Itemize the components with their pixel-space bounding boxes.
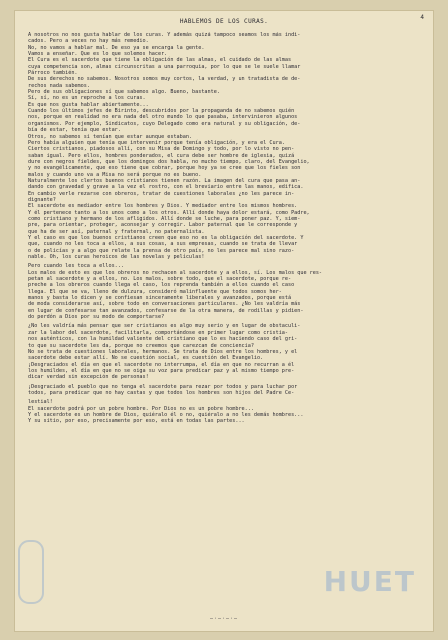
text-line: que, cuando no les toca a ellos, a sus cosas, a sus empresas, cuando se trata de llevar xyxy=(28,241,298,248)
text-line: organismos. Por ejemplo, Sindicatos, cuyo Delegado como era natural y su obligación, de- xyxy=(28,120,301,127)
text-line: lestial! xyxy=(28,399,53,406)
text-line: o de policías y a algo que relate la prensa de otro país, no les parece mal sino razo- xyxy=(28,247,295,254)
text-line: Los malos de esto es que los obreros no rechacen al sacerdote y a ellos, sí. Los malos que res- xyxy=(28,269,323,276)
text-line: A nosotros no nos gusta hablar de los curas. Y además quizá tampoco seamos los más indi- xyxy=(28,32,301,38)
document-title: HABLEMOS DE LOS CURAS. xyxy=(179,18,269,25)
text-line: ¡Desgraciados el día en que el sacerdote no interrumpa, el día en que no recurran a él xyxy=(28,361,295,368)
text-line: El Cura es el sacerdote que tiene la obligación de las almas, el cuidado de las almas xyxy=(28,57,292,64)
text-line: No, no vamos a hablar mal. De eso ya se encarga la gente. xyxy=(28,44,205,51)
text-line: No se trata de cuestiones laborales, hermanos. Se trata de Dios entre los hombres, y el xyxy=(28,348,298,355)
text-line: cados. Pero a veces no hay más remedio. xyxy=(28,38,149,45)
text-line: En cambio verle rezarse con obreros, tratar de cuestiones laborales ¿no les parece in- xyxy=(28,190,295,197)
text-line: sacerdote debe estar allí. No se cuestión social, es cuestión del Evangelio. xyxy=(28,355,264,362)
page-number: 4 xyxy=(420,14,424,21)
document-body xyxy=(28,32,424,425)
footer-separator: —·—·—·— xyxy=(209,616,239,622)
text-line: saban igual. Pero ellos, hombres ponderados, el cura debe ser hombre de iglesia, quizá xyxy=(28,152,295,159)
text-line: cuya competencia son, almas circunscritas a una parroquia, por lo que se le suele llamar xyxy=(28,63,301,70)
text-line: como cristiano y hermano de los afligidos. Allí donde se luche, para poner paz. Y, siem- xyxy=(28,215,301,222)
text-line: dicar verdad sin excepción de personas! xyxy=(28,374,149,381)
text-line: nable. Oh, los curas heroicos de las novelas y películas! xyxy=(28,254,205,261)
text-line: ¡Desgraciado el pueblo que no tenga el sacerdote para rezar por todos y para luchar por xyxy=(28,383,298,390)
text-line: Pero cuando les toca a ellos... xyxy=(28,263,124,270)
text-line: dignante? xyxy=(28,196,56,203)
text-line: El sacerdote podrá por un pobre hombre. Por Dios no es un pobre hombre... xyxy=(28,405,254,412)
archive-seal-icon xyxy=(18,540,44,604)
text-line: pre, para orientar, proteger, aconsejar y corregir. Labor paternal que le corresponde y xyxy=(28,222,298,229)
archive-watermark: HUET xyxy=(323,565,416,598)
text-line: ¿No les valdría más pensar que ser cristianos es algo muy serio y en lugar de obstaculi- xyxy=(28,323,301,330)
text-line: bía de estar, tenía que estar. xyxy=(28,127,121,134)
document-page xyxy=(14,10,434,632)
text-line: y no evangélicamente, que eso tiene que cobrar, porque hoy ya se cree que los fieles son xyxy=(28,165,301,172)
text-line: que ha de ser así, paternal y fraternal, no paternalista. xyxy=(28,228,205,235)
text-line: dando con gravedad y grave a la vez el rostro, con el breviario entre las manos, edifica. xyxy=(28,184,304,191)
text-line: Pero de sus obligaciones sí que sabemos algo. Bueno, bastante. xyxy=(28,89,220,96)
text-line: nos, porque en realidad no era nada del otro mundo lo que pasaba, intervinieron algunos xyxy=(28,114,298,121)
text-line: Es que nos gusta hablar abiertamente... xyxy=(28,101,149,108)
text-line: Párroco también. xyxy=(28,70,78,77)
text-line: Y él pertenece tanto a los unos como a los otros. Allí donde haya dolor estará, como Padre, xyxy=(28,209,310,216)
text-line: dure con negros fieldes, que los domingos dos habla, no mucho tiempo, claro, del Evangelio, xyxy=(28,158,310,165)
text-line: Cuando los últimos jefes de Birinto, descubridos por la propaganda de no sabemos quién xyxy=(28,108,295,115)
text-line: Naturalmente los clertos buenos cristianos tienen razón. La imagen del cura que pasa an- xyxy=(28,177,301,184)
text-line: Pero había alguien que tenía que intervenir porque tenía obligación, y era el Cura. xyxy=(28,139,285,146)
text-line: Vamos a enseñar. Que es lo que solemos hacer. xyxy=(28,51,168,58)
text-line: Y el caso es que los buenos cristianos creen que eso no es la obligación del sacerdote. Y xyxy=(28,235,304,241)
text-line: rechos nada sabemos. xyxy=(28,82,90,89)
text-line: malos y cuando uno va a Misa no será porque no es bueno. xyxy=(28,171,202,178)
text-line: De sus derechos no sabemos. Nosotros somos muy cortos, la verdad, y un tratadista de de- xyxy=(28,76,301,83)
text-line: Y su sitio, por eso, precisamente por eso, está en todas las partes... xyxy=(28,418,245,425)
text-line: Sí, sí, no es un reproche a los curas. xyxy=(28,95,146,102)
text-line: en lugar de confesarse tan avanzados, confesarse de la otra manera, de rodillas y pidien- xyxy=(28,307,304,314)
text-line: de moda considerarse así, sobre todo en conversaciones particulares. ¿No les valdría más xyxy=(28,301,301,308)
text-line: zar la labor del sacerdote, facilitarla, comportándose en primer lugar como cristia- xyxy=(28,329,288,336)
text-line: todos, para predicar que no hay castas y que todos los hombres son hijos del Padre Ce- xyxy=(28,389,295,396)
text-line: manos y basta lo dicen y se confiesan sinceramente liberales y avanzados, porque está xyxy=(28,295,292,302)
text-line: to que su sacerdote les da, porque no creemos que carezcan de conciencia? xyxy=(28,342,254,349)
text-line: Y el sacerdote es un hombre de Dios, quiéralo él o no, quiéralo a no les demás hombres... xyxy=(28,411,304,418)
text-line: nos auténticos, con la humildad valiente del cristiano que lo es haciendo caso del gri- xyxy=(28,336,298,343)
text-line: preche a los obreros cuando llega el caso, los reprenda también a ellos cuando el caso xyxy=(28,282,295,289)
text-line: los humildes, el día en que no se oiga su voz para predicar paz y al mismo tiempo pre- xyxy=(28,367,295,374)
text-line: do perdón a Dios por su modo de comportarse? xyxy=(28,314,165,321)
text-line: El sacerdote es mediador entre los hombres y Dios. Y mediador entre los mismos hombres. xyxy=(28,203,298,210)
text-line: petan al sacerdote y a ellos, no. Los malos, sobre todo, que el sacerdote, porque re- xyxy=(28,276,292,283)
text-line: Ciertos cristianos, piadosos allí, con su Misa de Domingo y todo, por lo visto no pen- xyxy=(28,146,295,153)
text-line: llega. El que se va, lleno de dulzura, consideró malinfluente que todos somos her- xyxy=(28,288,282,295)
text-line: Otros, no sabemos si tenían que estar aunque estaban. xyxy=(28,133,193,140)
